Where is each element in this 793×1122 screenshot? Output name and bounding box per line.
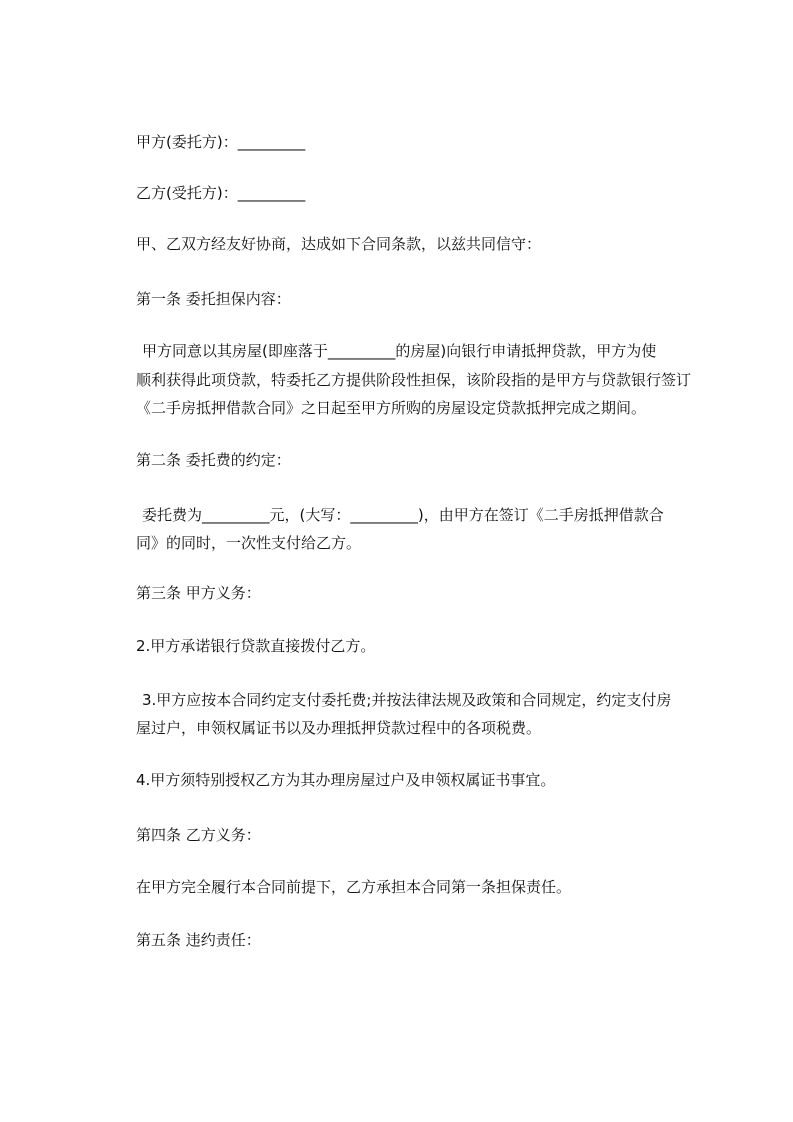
- party-a-line: 甲方(委托方)：_________: [136, 133, 306, 151]
- article-1-body-line-3: 《二手房抵押借款合同》之日起至甲方所购的房屋设定贷款抵押完成之期间。: [136, 399, 647, 417]
- article-3-item-3-line-2: 屋过户，申领权属证书以及办理抵押贷款过程中的各项税费。: [136, 719, 542, 737]
- article-3-item-3-line-1: 3.甲方应按本合同约定支付委托费;并按法律法规及政策和合同规定，约定支付房: [142, 691, 672, 709]
- article-3-item-2: 2.甲方承诺银行贷款直接拨付乙方。: [136, 637, 376, 655]
- intro-paragraph: 甲、乙双方经友好协商，达成如下合同条款，以兹共同信守：: [136, 235, 542, 253]
- article-2-title: 第二条 委托费的约定：: [136, 451, 291, 469]
- article-4-body: 在甲方完全履行本合同前提下，乙方承担本合同第一条担保责任。: [136, 878, 572, 896]
- article-1-body-line-1: 甲方同意以其房屋(即座落于_________的房屋)向银行申请抵押贷款，甲方为使: [142, 342, 657, 360]
- article-1-title: 第一条 委托担保内容：: [136, 290, 291, 308]
- article-2-body-line-2: 同》的同时，一次性支付给乙方。: [136, 534, 362, 552]
- article-3-item-4: 4.甲方须特别授权乙方为其办理房屋过户及申领权属证书事宜。: [136, 771, 556, 789]
- article-3-title: 第三条 甲方义务：: [136, 584, 261, 602]
- article-4-title: 第四条 乙方义务：: [136, 826, 261, 844]
- party-b-line: 乙方(受托方)：_________: [136, 184, 306, 202]
- article-1-body-line-2: 顺利获得此项贷款，特委托乙方提供阶段性担保，该阶段指的是甲方与贷款银行签订: [136, 371, 692, 389]
- article-2-body-line-1: 委托费为_________元，(大写：_________)，由甲方在签订《二手房抵押借款合: [142, 506, 664, 524]
- article-5-title: 第五条 违约责任：: [136, 931, 261, 949]
